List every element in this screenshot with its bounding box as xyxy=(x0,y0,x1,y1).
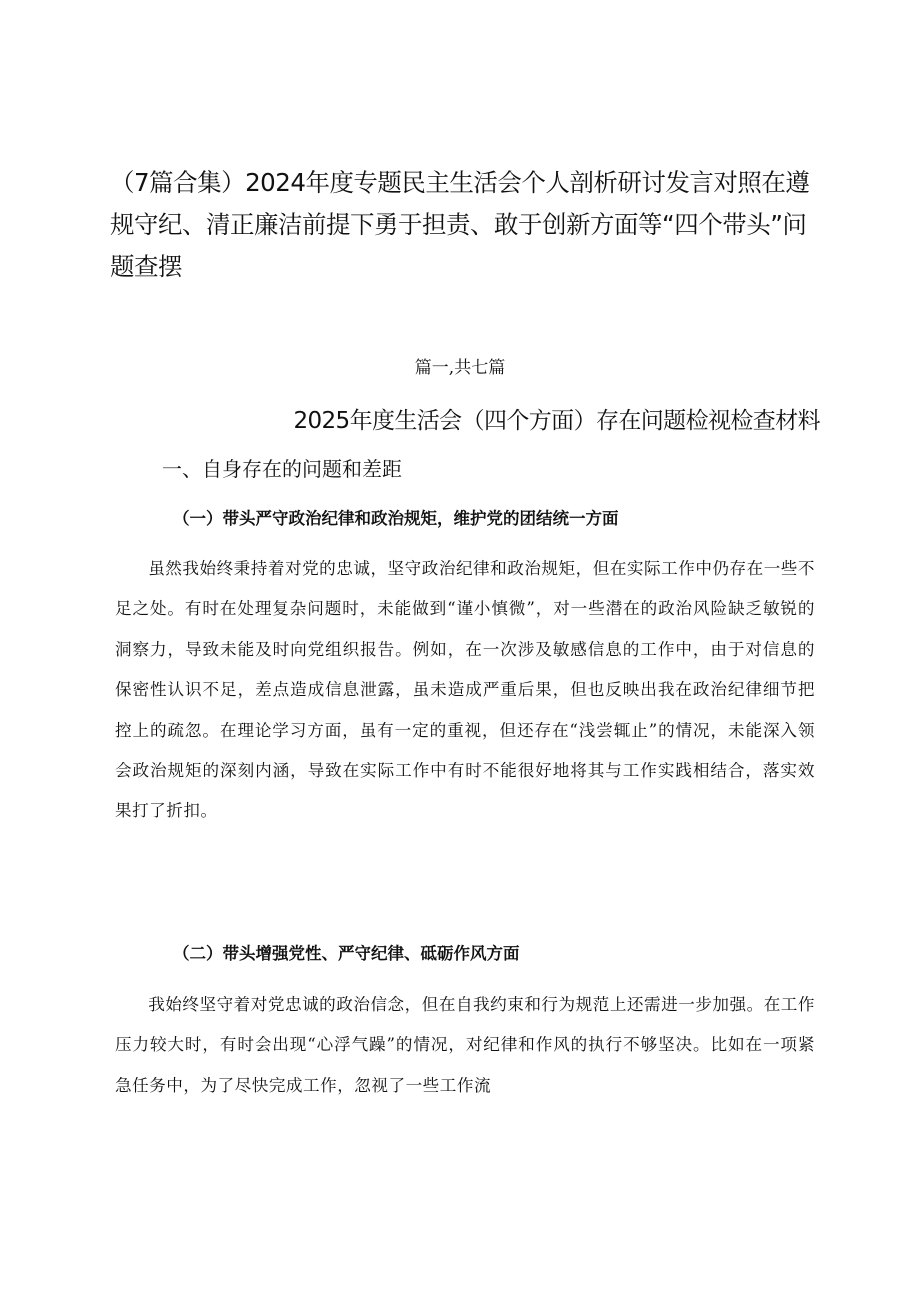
body-paragraph-1: 虽然我始终秉持着对党的忠诚，坚守政治纪律和政治规矩，但在实际工作中仍存在一些不足之处。有时在处理复杂问题时，未能做到“谨小慎微”，对一些潜在的政治风险缺乏敏锐的洞察力，导致未能及时向党组织报告。例如，在一次涉及敏感信息的工作中，由于对信息的保密性认识不足，差点造成信息泄露，虽未造成严重后果，但也反映出我在政治纪律细节把控上的疏忽。在理论学习方面，虽有一定的重视，但还存在“浅尝辄止”的情况，未能深入领会政治规矩的深刻内涵，导致在实际工作中有时不能很好地将其与工作实践相结合，落实效果打了折扣。 xyxy=(115,559,815,821)
document-title: （7篇合集）2024年度专题民主生活会个人剖析研讨发言对照在遵规守纪、清正廉洁前提下勇于担责、敢于创新方面等“四个带头”问题查摆 xyxy=(110,168,810,281)
subsection-heading-1: （一）带头严守政治纪律和政治规矩，维护党的团结统一方面 xyxy=(173,509,619,528)
subsection-heading-2: （二）带头增强党性、严守纪律、砥砺作风方面 xyxy=(173,944,520,963)
article-title: 2025年度生活会（四个方面）存在问题检视检查材料 xyxy=(293,408,820,434)
part-subtitle: 篇一,共七篇 xyxy=(414,358,506,378)
section-heading: 一、自身存在的问题和差距 xyxy=(162,457,402,481)
body-paragraph-2: 我始终坚守着对党忠诚的政治信念，但在自我约束和行为规范上还需进一步加强。在工作压力较大时，有时会出现“心浮气躁”的情况，对纪律和作风的执行不够坚决。比如在一项紧急任务中，为了尽快完成工作，忽视了一些工作流 xyxy=(115,995,815,1095)
